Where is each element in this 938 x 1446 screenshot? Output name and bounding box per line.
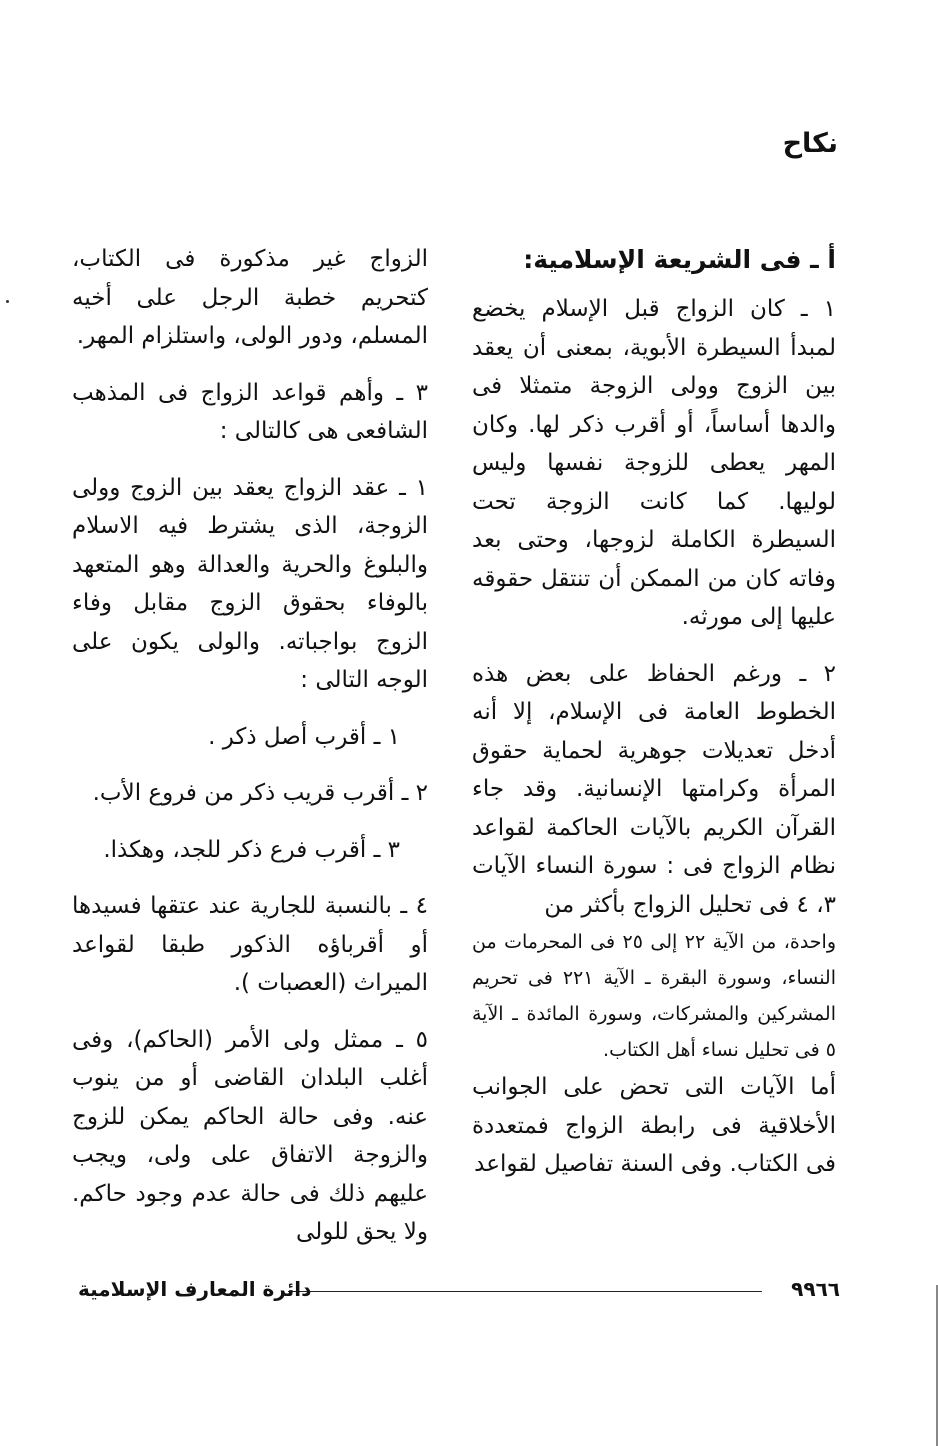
footer-rule — [288, 1291, 762, 1292]
paragraph-small: واحدة، من الآية ٢٢ إلى ٢٥ فى المحرمات من النساء، وسورة البقرة ـ الآية ٢٢١ فى تحريم المشركين والمشركات، وسورة المائدة ـ الآية ٥ فى تحليل نساء أهل الكتاب. — [472, 931, 837, 1061]
list-item: ٥ ـ ممثل ولى الأمر (الحاكم)، وفى أغلب البلدان القاضى أو من ينوب عنه. وفى حالة الحاكم يمكن للزوج والزوجة الاتفاق على ولى، ويجب عليهم ذلك فى حالة عدم وجود حاكم. ولا يحق للولى — [72, 1026, 428, 1245]
running-head: نكاح — [782, 128, 838, 159]
right-column — [472, 242, 836, 1202]
paragraph: الزواج غير مذكورة فى الكتاب، كتحريم خطبة الرجل على أخيه المسلم، ودور الولى، واستلزام المهر. — [72, 246, 428, 349]
scan-speck — [6, 300, 9, 303]
list-item: ٣ ـ أقرب فرع ذكر للجد، وهكذا. — [103, 836, 400, 863]
list-item: ١ ـ أقرب أصل ذكر . — [208, 723, 400, 750]
paragraph: ٣ ـ وأهم قواعد الزواج فى المذهب الشافعى هى كالتالى : — [72, 379, 428, 444]
left-column — [72, 240, 428, 1270]
paragraph: ١ ـ عقد الزواج يعقد بين الزوج وولى الزوجة، الذى يشترط فيه الاسلام والبلوغ والحرية والعدالة وهو المتعهد بالوفاء بحقوق الزوج مقابل وفاء الزوج بواجباته. والولى يكون على الوجه التالى : — [72, 474, 428, 693]
page-number: ٩٩٦٦ — [791, 1277, 840, 1301]
paragraph: ٢ ـ ورغم الحفاظ على بعض هذه الخطوط العامة فى الإسلام، إلا أنه أدخل تعديلات جوهرية لحماية حقوق المرأة وكرامتها الإنسانية. وقد جاء القرآن الكريم بالآيات الحاكمة لقواعد نظام الزواج فى : سورة النساء الآيات ٣، ٤ فى تحليل الزواج بأكثر من — [472, 660, 836, 918]
page-footer — [78, 1277, 840, 1305]
list-item: ٤ ـ بالنسبة للجارية عند عتقها فسيدها أو أقرباؤه الذكور طبقا لقواعد الميراث (العصبات ). — [72, 893, 428, 996]
section-heading: أ ـ فى الشريعة الإسلامية: — [523, 245, 836, 274]
paragraph: ١ ـ كان الزواج قبل الإسلام يخضع لمبدأ السيطرة الأبوية، بمعنى أن يعقد بين الزوج وولى الزوجة متمثلا فى والدها أساساً، أو أقرب ذكر لها. وكان المهر يعطى للزوجة نفسها وليس لوليها. كما كانت الزوجة تحت السيطرة الكاملة لزوجها، وحتى بعد وفاته كان من الممكن أن تنتقل حقوقه عليها إلى مورثه. — [472, 296, 836, 630]
paragraph: أما الآيات التى تحض على الجوانب الأخلاقية فى رابطة الزواج فمتعددة فى الكتاب. وفى السنة تفاصيل لقواعد — [472, 1074, 836, 1177]
list-item: ٢ ـ أقرب قريب ذكر من فروع الأب. — [92, 780, 428, 806]
book-title: دائرة المعارف الإسلامية — [78, 1277, 312, 1301]
